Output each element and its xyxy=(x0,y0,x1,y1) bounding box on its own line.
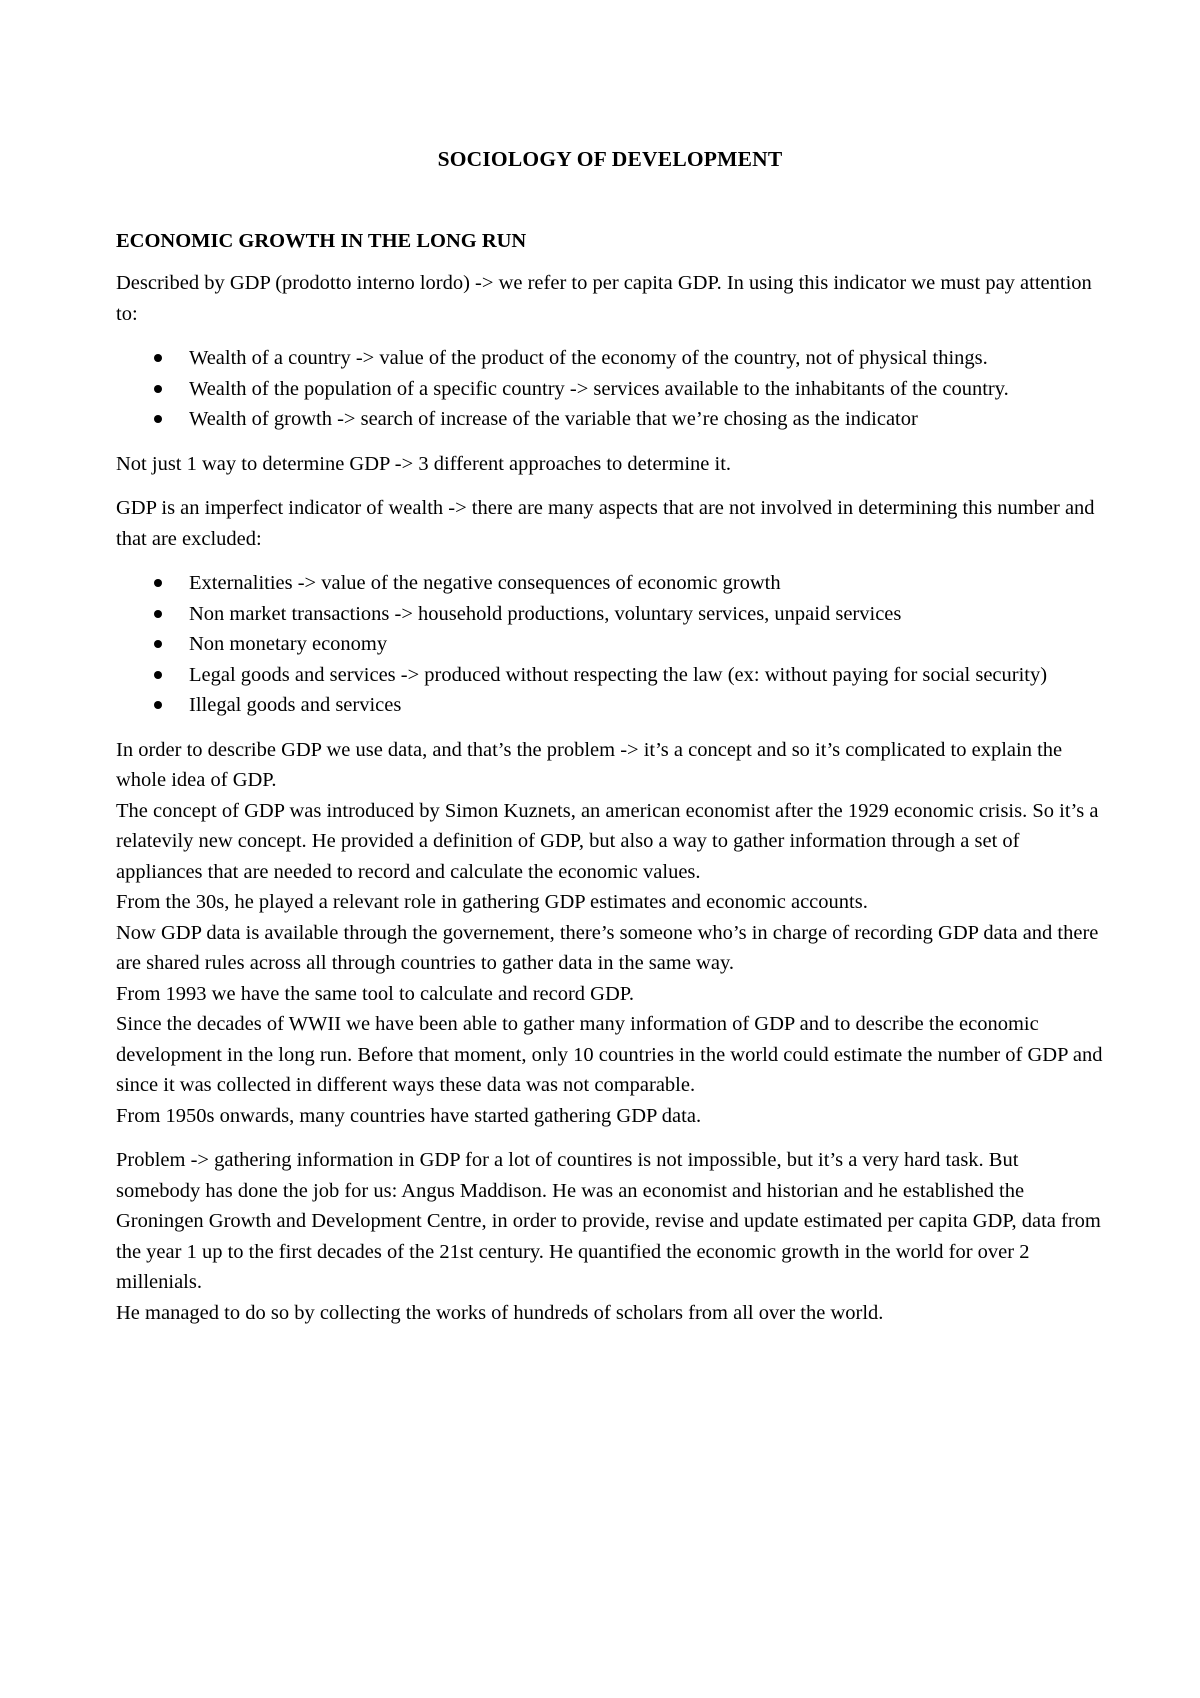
list-item-text: Illegal goods and services xyxy=(189,694,402,716)
list-item-text: Legal goods and services -> produced without respecting the law (ex: without paying for social security) xyxy=(189,663,1048,686)
body-line: Since the decades of WWII we have been able to gather many information of GDP and to describe the economic development in the long run. Before that moment, only 10 countries in the world could estimate the number of GDP and since it was collected in different ways these data was not comparable. xyxy=(116,1013,1103,1096)
gdp-history-block xyxy=(116,735,1104,1132)
excluded-aspects-list xyxy=(116,568,1104,721)
body-line: Problem -> gathering information in GDP for a lot of countires is not impossible, but it’s a very hard task. But somebody has done the job for us: Angus Maddison. He was an economist and historian and he established the Groningen Growth and Development Centre, in order to provide, revise and update estimated per capita GDP, data from the year 1 up to the first decades of the 21st century. He quantified the economic growth in the world for over 2 millenials. xyxy=(116,1149,1101,1293)
list-item xyxy=(116,374,1104,405)
list-item-text: Wealth of the population of a specific country -> services available to the inhabitants of the country. xyxy=(189,377,1009,400)
list-item-text: Non market transactions -> household productions, voluntary services, unpaid services xyxy=(189,602,902,625)
body-line: From the 30s, he played a relevant role in gathering GDP estimates and economic accounts. xyxy=(116,891,868,913)
bullet-icon xyxy=(154,701,162,709)
list-item xyxy=(116,343,1104,374)
list-item-text: Wealth of growth -> search of increase of the variable that we’re chosing as the indicator xyxy=(189,408,918,430)
bullet-icon xyxy=(154,610,162,618)
list-item-text: Non monetary economy xyxy=(189,633,388,655)
body-line: From 1950s onwards, many countries have started gathering GDP data. xyxy=(116,1104,702,1127)
body-line: He managed to do so by collecting the works of hundreds of scholars from all over the world. xyxy=(116,1301,884,1324)
maddison-block xyxy=(116,1145,1104,1328)
body-line: In order to describe GDP we use data, and that’s the problem -> it’s a concept and so it’s complicated to explain the whole idea of GDP. xyxy=(116,738,1063,791)
body-line: Now GDP data is available through the governement, there’s someone who’s in charge of recording GDP data and there are shared rules across all through countries to gather data in the same way. xyxy=(116,921,1099,974)
list-item xyxy=(116,404,1104,435)
body-line: The concept of GDP was introduced by Simon Kuznets, an american economist after the 1929 economic crisis. So it’s a relatevily new concept. He provided a definition of GDP, but also a way to gather information through a set of appliances that are needed to record and calculate the economic values. xyxy=(116,799,1099,883)
list-item xyxy=(116,660,1104,691)
body-line: From 1993 we have the same tool to calculate and record GDP. xyxy=(116,982,635,1005)
bullet-icon xyxy=(154,671,162,679)
bullet-icon xyxy=(154,415,162,423)
intro-paragraph: Described by GDP (prodotto interno lordo) -> we refer to per capita GDP. In using this indicator we must pay attention to: xyxy=(116,272,1092,325)
bullet-icon xyxy=(154,385,162,393)
list-item xyxy=(116,690,1104,721)
section-heading: ECONOMIC GROWTH IN THE LONG RUN xyxy=(116,229,527,252)
document-title: SOCIOLOGY OF DEVELOPMENT xyxy=(437,147,783,171)
approaches-paragraph: Not just 1 way to determine GDP -> 3 different approaches to determine it. xyxy=(116,452,732,475)
bullet-icon xyxy=(154,579,162,587)
list-item xyxy=(116,629,1104,660)
wealth-list xyxy=(116,343,1104,435)
bullet-icon xyxy=(154,640,162,648)
bullet-icon xyxy=(154,354,162,362)
list-item xyxy=(116,599,1104,630)
imperfect-indicator-paragraph: GDP is an imperfect indicator of wealth -> there are many aspects that are not involved in determining this number and that are excluded: xyxy=(116,497,1095,550)
list-item-text: Externalities -> value of the negative consequences of economic growth xyxy=(189,572,781,594)
list-item xyxy=(116,568,1104,599)
list-item-text: Wealth of a country -> value of the product of the economy of the country, not of physical things. xyxy=(189,347,988,369)
